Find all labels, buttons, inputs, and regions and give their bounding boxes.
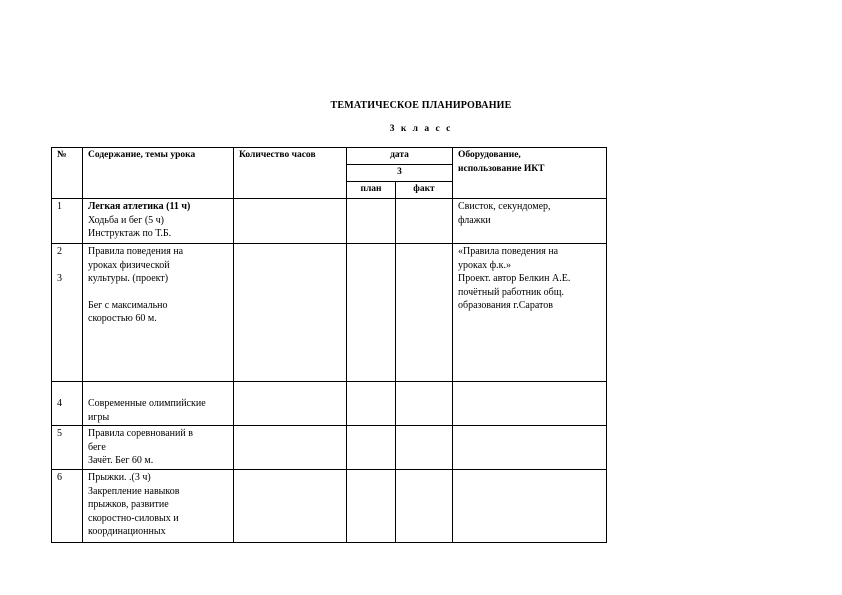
row-content <box>83 426 234 470</box>
header-hours: Количество часов <box>234 148 347 199</box>
row-fact <box>396 244 453 382</box>
planning-table <box>51 147 607 543</box>
row-content-line: Бег с максимально <box>88 299 168 311</box>
row-hours <box>234 244 347 382</box>
row-content-line: беге <box>88 441 106 453</box>
row-content-line: Прыжки. .(3 ч) <box>88 472 151 483</box>
row-content-line: Инструктаж по Т.Б. <box>88 228 172 239</box>
row-equipment <box>453 382 607 426</box>
row-fact <box>396 470 453 543</box>
row-equipment <box>453 470 607 543</box>
header-plan: план <box>347 182 396 199</box>
table-row <box>52 199 607 244</box>
table-row <box>52 426 607 470</box>
row-content-line: Современные олимпийские <box>88 398 206 409</box>
header-class: 3 <box>347 165 453 182</box>
row-content-line: скоростью 60 м. <box>88 313 157 324</box>
row-plan <box>347 470 396 543</box>
row-hours <box>234 199 347 244</box>
header-content: Содержание, темы урока <box>83 148 234 199</box>
row-content-line: прыжков, развитие <box>88 499 169 510</box>
header-num: № <box>52 148 83 199</box>
page-title: ТЕМАТИЧЕСКОЕ ПЛАНИРОВАНИЕ <box>330 100 512 111</box>
row-equipment <box>453 199 607 244</box>
row-content-line: игры <box>88 411 110 423</box>
row-equipment-line: образования г.Саратов <box>458 300 553 311</box>
row-equipment-line: «Правила поведения на <box>458 246 559 257</box>
row-content-line: Ходьба и бег (5 ч) <box>88 214 165 226</box>
row-equipment-line: флажки <box>458 214 491 226</box>
row-content-line: Легкая атлетика (11 ч) <box>88 201 191 212</box>
row-content-line: Зачёт. Бег 60 м. <box>88 455 154 466</box>
table-row <box>52 382 607 426</box>
row-content-line: культуры. (проект) <box>88 273 169 284</box>
header-equipment <box>453 148 607 199</box>
row-hours <box>234 382 347 426</box>
row-fact <box>396 199 453 244</box>
row-equipment <box>453 426 607 470</box>
row-hours <box>234 426 347 470</box>
row-content-line: Правила соревнований в <box>88 428 193 439</box>
row-equipment-line: Свисток, секундомер, <box>458 201 551 212</box>
row-content-line: координационных <box>88 526 166 537</box>
row-content <box>83 470 234 543</box>
row-num: 4 <box>52 382 83 426</box>
row-num: 6 <box>52 470 83 543</box>
row-content-line: Закрепление навыков <box>88 485 180 497</box>
row-equipment <box>453 244 607 382</box>
header-row <box>52 148 607 165</box>
row-content-line: скоростно-силовых и <box>88 512 179 524</box>
row-plan <box>347 426 396 470</box>
row-num <box>52 244 83 382</box>
row-equipment-line: почётный работник общ. <box>458 286 564 298</box>
row-plan <box>347 382 396 426</box>
page-subtitle: 3 к л а с с <box>389 124 453 134</box>
row-fact <box>396 426 453 470</box>
row-plan <box>347 199 396 244</box>
header-date: дата <box>347 148 453 165</box>
row-content-line: Правила поведения на <box>88 246 184 257</box>
row-num: 5 <box>52 426 83 470</box>
row-plan <box>347 244 396 382</box>
header-equipment-line: Оборудование, <box>458 150 521 160</box>
row-content <box>83 244 234 382</box>
row-content <box>83 382 234 426</box>
row-equipment-line: Проект. автор Белкин А.Е. <box>458 273 571 284</box>
header-equipment-line: использование ИКТ <box>458 163 545 174</box>
header-fact: факт <box>396 182 453 199</box>
row-num: 1 <box>52 199 83 244</box>
row-equipment-line: уроках ф.к.» <box>458 259 511 271</box>
row-num-line: 3 <box>57 272 62 284</box>
row-num-line: 2 <box>57 246 62 257</box>
row-content <box>83 199 234 244</box>
row-content-line: уроках физической <box>88 259 170 271</box>
row-hours <box>234 470 347 543</box>
table-row <box>52 470 607 543</box>
table-row <box>52 244 607 382</box>
row-fact <box>396 382 453 426</box>
